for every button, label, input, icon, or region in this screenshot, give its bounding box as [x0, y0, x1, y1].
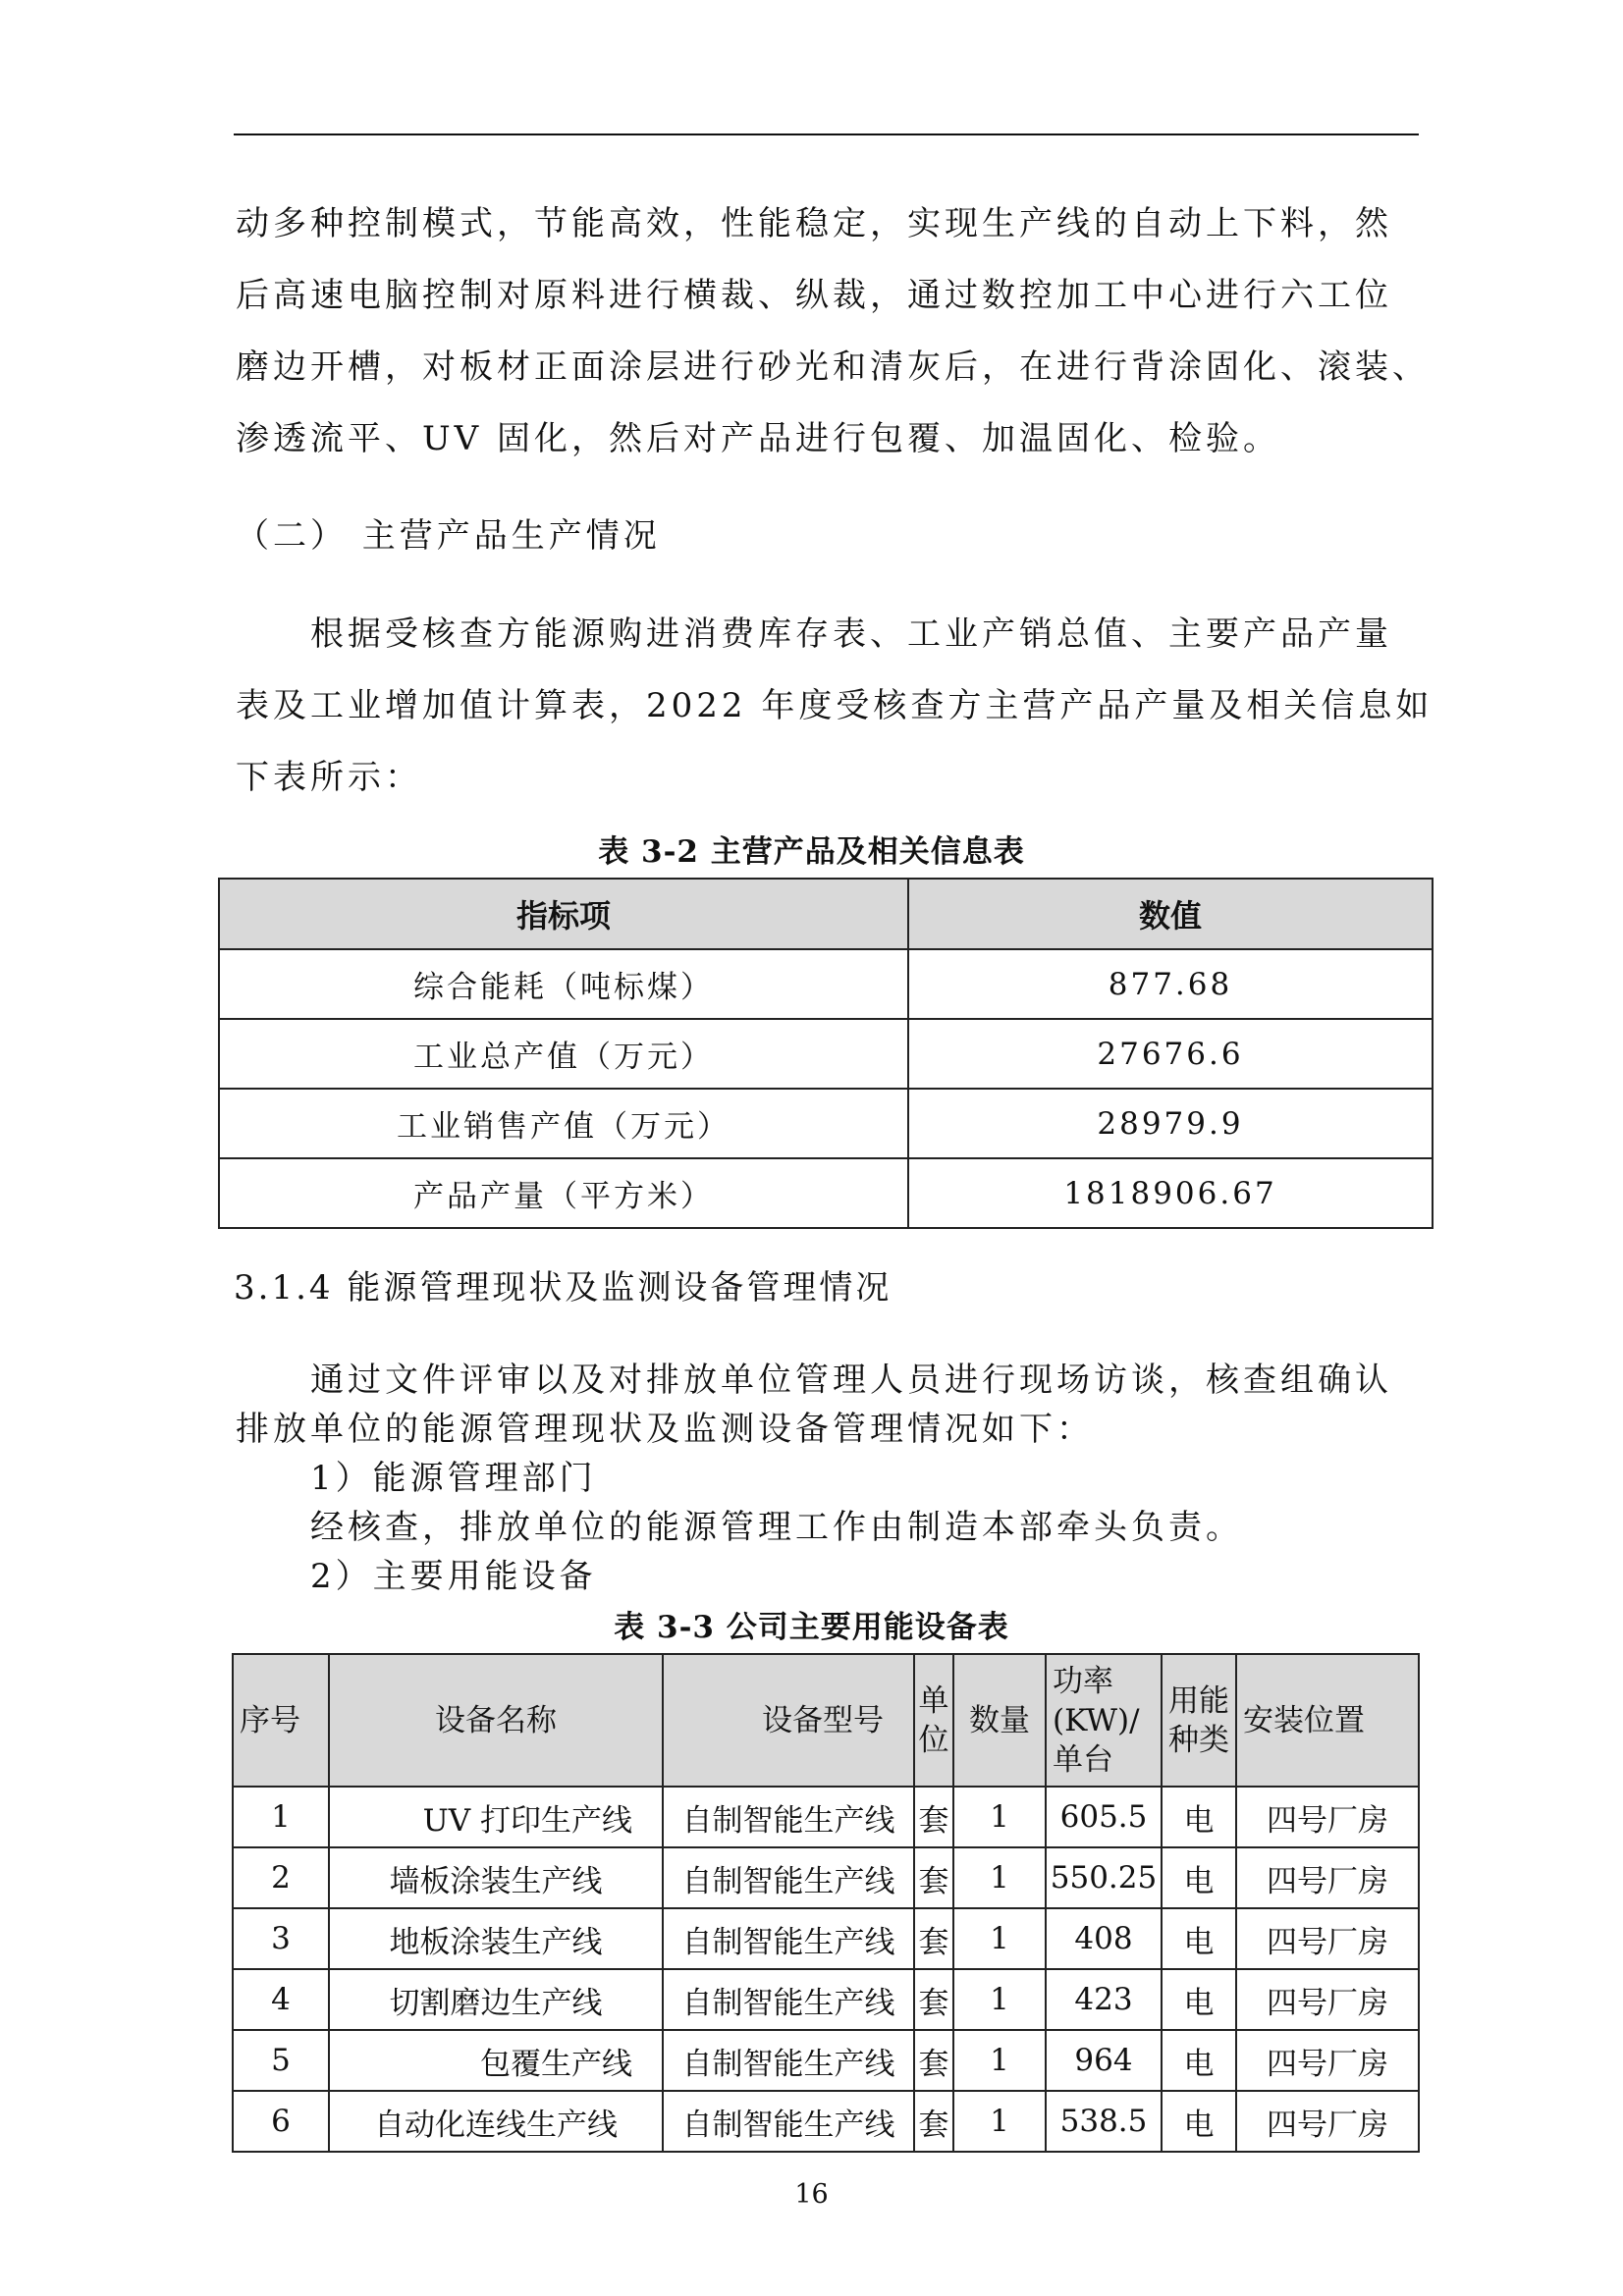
paragraph-line: 根据受核查方能源购进消费库存表、工业产销总值、主要产品产量 — [310, 614, 1392, 654]
header-rule — [234, 133, 1419, 135]
cell-energy-type: 电 — [1162, 1908, 1236, 1969]
header-line: 用能 — [1168, 1682, 1229, 1719]
cell-location: 四号厂房 — [1236, 2091, 1419, 2152]
cell-energy-type: 电 — [1162, 2091, 1236, 2152]
table-row — [219, 1158, 1433, 1228]
cell-unit: 套 — [914, 2030, 953, 2091]
cell-name: UV 打印生产线 — [329, 1787, 663, 1847]
table-row — [219, 949, 1433, 1019]
paragraph-line: 表及工业增加值计算表，2022 年度受核查方主营产品产量及相关信息如 — [236, 686, 1434, 725]
table-header-row — [219, 879, 1433, 949]
cell-location: 四号厂房 — [1236, 1908, 1419, 1969]
cell-name: 自动化连线生产线 — [329, 2091, 663, 2152]
column-header-model: 设备型号 — [663, 1654, 914, 1787]
cell-qty: 1 — [953, 2030, 1046, 2091]
cell-location: 四号厂房 — [1236, 1847, 1419, 1908]
column-header-value: 数值 — [908, 879, 1433, 949]
table-row — [219, 1089, 1433, 1158]
paragraph-line: 下表所示： — [236, 758, 422, 797]
paragraph-line: 排放单位的能源管理现状及监测设备管理情况如下： — [236, 1410, 1094, 1449]
cell-qty: 1 — [953, 1787, 1046, 1847]
cell-energy-type: 电 — [1162, 1969, 1236, 2030]
cell-seq: 1 — [233, 1787, 329, 1847]
cell-model: 自制智能生产线 — [663, 2091, 914, 2152]
column-header-energy-type — [1162, 1654, 1236, 1787]
cell-indicator: 产品产量（平方米） — [219, 1158, 908, 1228]
table-row — [233, 2091, 1419, 2152]
cell-indicator: 工业总产值（万元） — [219, 1019, 908, 1089]
table-row — [233, 1847, 1419, 1908]
section-heading-energy-management: 3.1.4 能源管理现状及监测设备管理情况 — [234, 1268, 893, 1308]
paragraph-line: 通过文件评审以及对排放单位管理人员进行现场访谈，核查组确认 — [310, 1361, 1392, 1400]
cell-model: 自制智能生产线 — [663, 1908, 914, 1969]
cell-model: 自制智能生产线 — [663, 1969, 914, 2030]
cell-unit: 套 — [914, 1847, 953, 1908]
header-line: 位 — [918, 1722, 949, 1758]
cell-power: 423 — [1046, 1969, 1162, 2030]
cell-indicator: 工业销售产值（万元） — [219, 1089, 908, 1158]
paragraph-line: 后高速电脑控制对原料进行横裁、纵裁，通过数控加工中心进行六工位 — [236, 276, 1392, 315]
cell-model: 自制智能生产线 — [663, 1847, 914, 1908]
cell-seq: 3 — [233, 1908, 329, 1969]
cell-energy-type: 电 — [1162, 1787, 1236, 1847]
cell-seq: 5 — [233, 2030, 329, 2091]
cell-qty: 1 — [953, 1847, 1046, 1908]
cell-value: 1818906.67 — [908, 1158, 1433, 1228]
header-line: 种类 — [1168, 1722, 1229, 1758]
cell-power: 605.5 — [1046, 1787, 1162, 1847]
cell-indicator: 综合能耗（吨标煤） — [219, 949, 908, 1019]
paragraph-line: 动多种控制模式，节能高效，性能稳定，实现生产线的自动上下料，然 — [236, 204, 1392, 243]
cell-model: 自制智能生产线 — [663, 2030, 914, 2091]
cell-location: 四号厂房 — [1236, 2030, 1419, 2091]
table-row — [233, 1969, 1419, 2030]
cell-seq: 4 — [233, 1969, 329, 2030]
cell-name: 地板涂装生产线 — [329, 1908, 663, 1969]
column-header-qty: 数量 — [953, 1654, 1046, 1787]
table-row — [233, 1908, 1419, 1969]
section-heading-main-products: （二） 主营产品生产情况 — [236, 516, 661, 556]
cell-location: 四号厂房 — [1236, 1787, 1419, 1847]
cell-power: 964 — [1046, 2030, 1162, 2091]
table-row — [233, 2030, 1419, 2091]
paragraph-line: 渗透流平、UV 固化，然后对产品进行包覆、加温固化、检验。 — [236, 419, 1281, 458]
cell-qty: 1 — [953, 1908, 1046, 1969]
cell-qty: 1 — [953, 1969, 1046, 2030]
header-line: 单 — [918, 1682, 949, 1719]
column-header-name: 设备名称 — [329, 1654, 663, 1787]
cell-power: 550.25 — [1046, 1847, 1162, 1908]
energy-equipment-table — [232, 1653, 1420, 2153]
cell-unit: 套 — [914, 2091, 953, 2152]
cell-energy-type: 电 — [1162, 2030, 1236, 2091]
cell-value: 27676.6 — [908, 1019, 1433, 1089]
cell-energy-type: 电 — [1162, 1847, 1236, 1908]
paragraph-line: 磨边开槽，对板材正面涂层进行砂光和清灰后，在进行背涂固化、滚装、 — [236, 347, 1430, 387]
cell-location: 四号厂房 — [1236, 1969, 1419, 2030]
table-row — [219, 1019, 1433, 1089]
cell-model: 自制智能生产线 — [663, 1787, 914, 1847]
main-products-table — [218, 878, 1434, 1229]
column-header-power — [1046, 1654, 1162, 1787]
table-row — [233, 1787, 1419, 1847]
item-title-energy-department: 1）能源管理部门 — [310, 1459, 597, 1498]
cell-name: 包覆生产线 — [329, 2030, 663, 2091]
cell-seq: 6 — [233, 2091, 329, 2152]
cell-seq: 2 — [233, 1847, 329, 1908]
table-caption-3-2: 表 3-2 主营产品及相关信息表 — [598, 834, 1025, 870]
cell-power: 408 — [1046, 1908, 1162, 1969]
column-header-location: 安装位置 — [1236, 1654, 1419, 1787]
header-line: 单台 — [1053, 1741, 1113, 1778]
cell-power: 538.5 — [1046, 2091, 1162, 2152]
cell-value: 877.68 — [908, 949, 1433, 1019]
cell-unit: 套 — [914, 1969, 953, 2030]
page-number: 16 — [794, 2179, 829, 2210]
cell-value: 28979.9 — [908, 1089, 1433, 1158]
cell-unit: 套 — [914, 1908, 953, 1969]
cell-unit: 套 — [914, 1787, 953, 1847]
item-title-main-equipment: 2）主要用能设备 — [310, 1557, 597, 1596]
cell-name: 切割磨边生产线 — [329, 1969, 663, 2030]
column-header-indicator: 指标项 — [219, 879, 908, 949]
cell-qty: 1 — [953, 2091, 1046, 2152]
table-header-row — [233, 1654, 1419, 1787]
header-line: 功率 — [1053, 1663, 1113, 1699]
table-caption-3-3: 表 3-3 公司主要用能设备表 — [614, 1610, 1009, 1645]
column-header-unit — [914, 1654, 953, 1787]
cell-name: 墙板涂装生产线 — [329, 1847, 663, 1908]
item-text-energy-department: 经核查，排放单位的能源管理工作由制造本部牵头负责。 — [310, 1508, 1243, 1547]
header-line: (KW)/ — [1053, 1702, 1140, 1738]
column-header-seq: 序号 — [233, 1654, 329, 1787]
